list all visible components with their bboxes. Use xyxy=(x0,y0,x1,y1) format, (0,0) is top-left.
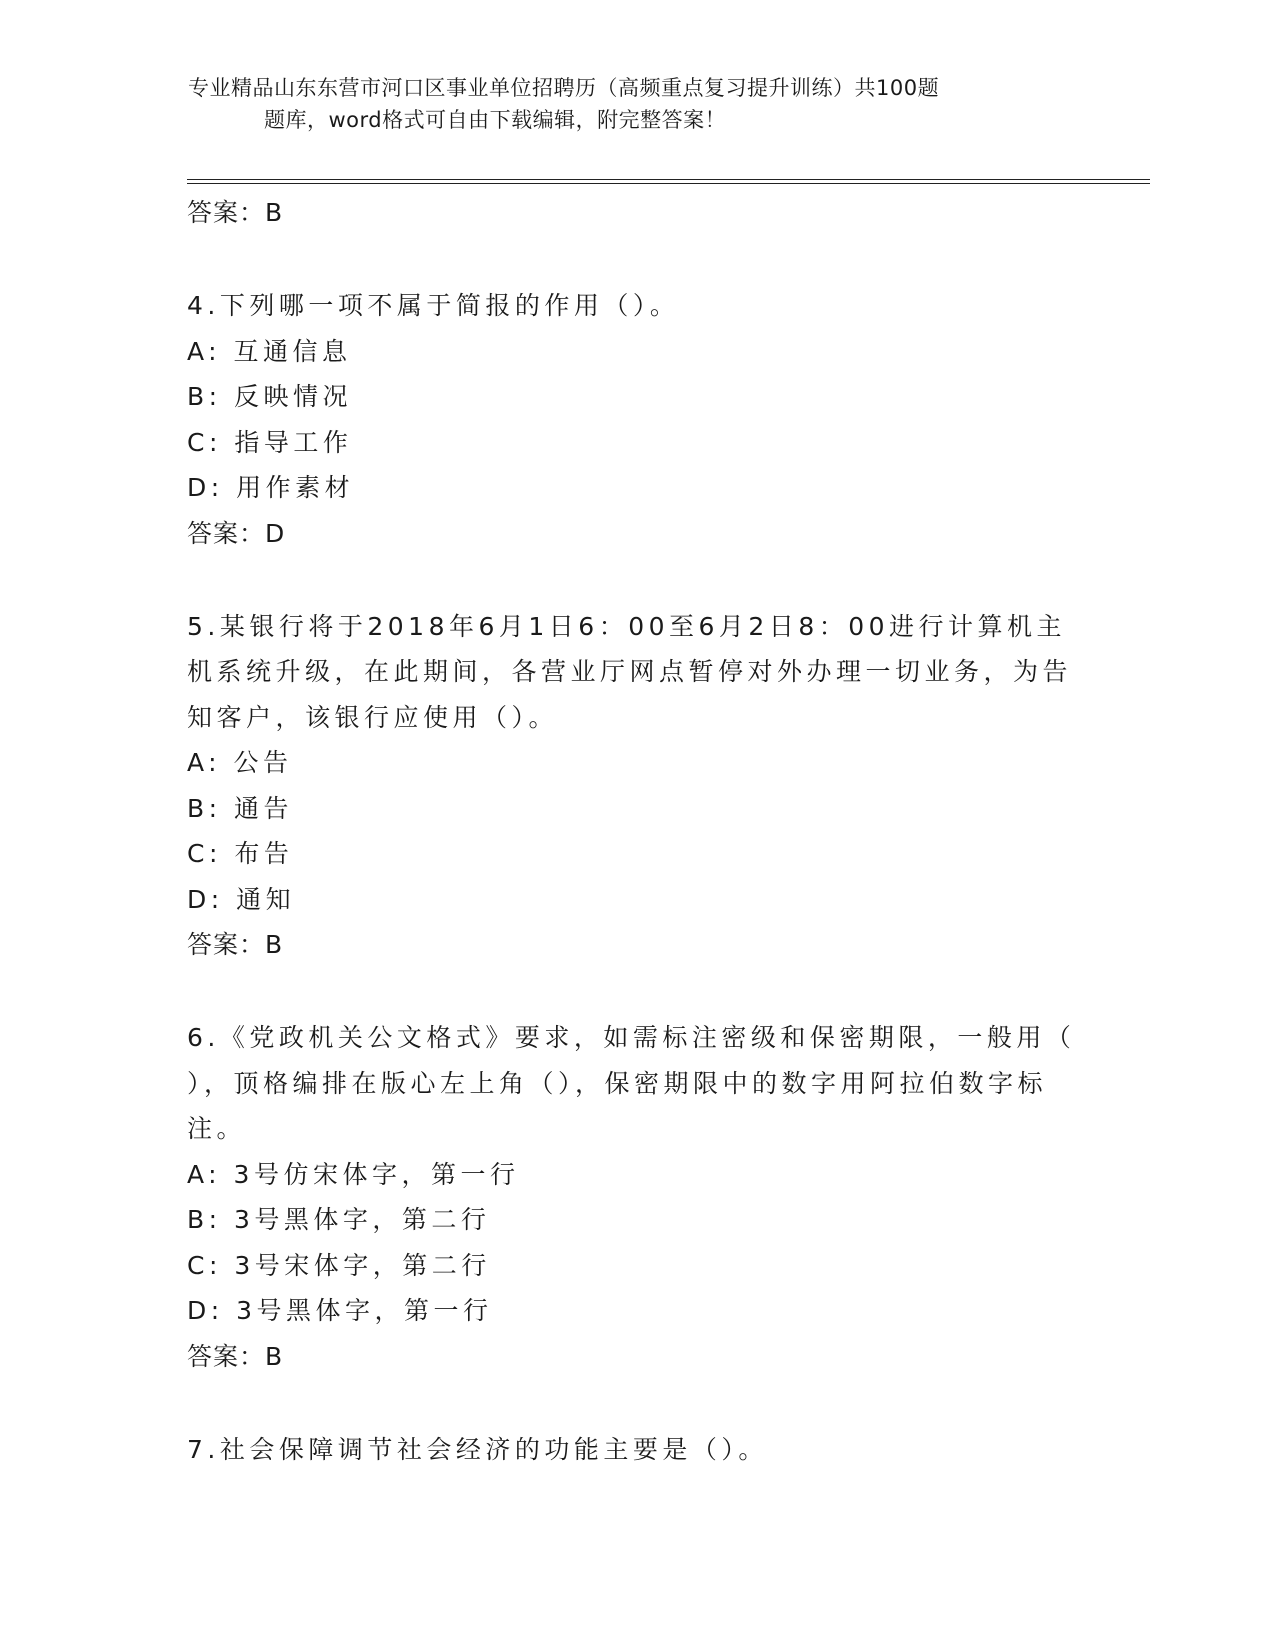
header-rule-top xyxy=(187,179,1150,180)
option-c: C: 指导工作 xyxy=(187,427,353,457)
question-text-line-1: 5.某银行将于2018年6月1日6：00至6月2日8：00进行计算机主 xyxy=(187,611,1067,641)
option-b: B: 反映情况 xyxy=(187,382,353,411)
header-rule-bottom xyxy=(187,183,1150,184)
question-6 xyxy=(187,1015,1087,1379)
question-text: 7.社会保障调节社会经济的功能主要是（）。 xyxy=(187,1434,768,1464)
question-text-line-2: ），顶格编排在版心左上角（），保密期限中的数字用阿拉伯数字标 xyxy=(187,1068,1048,1098)
option-a: A: 公告 xyxy=(187,748,293,777)
answer: 答案：D xyxy=(187,518,286,548)
question-5 xyxy=(187,604,1087,968)
answer: 答案：B xyxy=(187,1341,284,1371)
option-a: A: 3号仿宋体字，第一行 xyxy=(187,1159,520,1189)
question-text-line-2: 机系统升级，在此期间，各营业厅网点暂停对外办理一切业务，为告 xyxy=(187,657,1073,686)
answer: 答案：B xyxy=(187,930,284,959)
option-b: B: 3号黑体字，第二行 xyxy=(187,1205,491,1234)
header-line-1: 专业精品山东东营市河口区事业单位招聘历（高频重点复习提升训练）共100题 xyxy=(188,76,940,100)
previous-answer: 答案：B xyxy=(187,198,284,227)
option-c: C: 布告 xyxy=(187,839,294,868)
option-d: D: 用作素材 xyxy=(187,473,355,502)
option-a: A: 互通信息 xyxy=(187,336,352,366)
option-c: C: 3号宋体字，第二行 xyxy=(187,1250,491,1280)
question-7 xyxy=(187,1427,1087,1473)
option-d: D: 3号黑体字，第一行 xyxy=(187,1296,493,1325)
option-b: B: 通告 xyxy=(187,793,294,823)
question-text-line-1: 6.《党政机关公文格式》要求，如需标注密级和保密期限，一般用（ xyxy=(187,1023,1076,1052)
question-text-line-3: 注。 xyxy=(187,1114,247,1143)
option-d: D: 通知 xyxy=(187,884,296,914)
question-4 xyxy=(187,283,1087,556)
question-text-line-3: 知客户，该银行应使用（）。 xyxy=(187,702,559,732)
header-line-2: 题库，word格式可自由下载编辑，附完整答案！ xyxy=(264,108,727,132)
question-text: 4.下列哪一项不属于简报的作用（）。 xyxy=(187,291,680,320)
document-header xyxy=(188,72,1088,136)
document-body xyxy=(187,190,1087,1472)
